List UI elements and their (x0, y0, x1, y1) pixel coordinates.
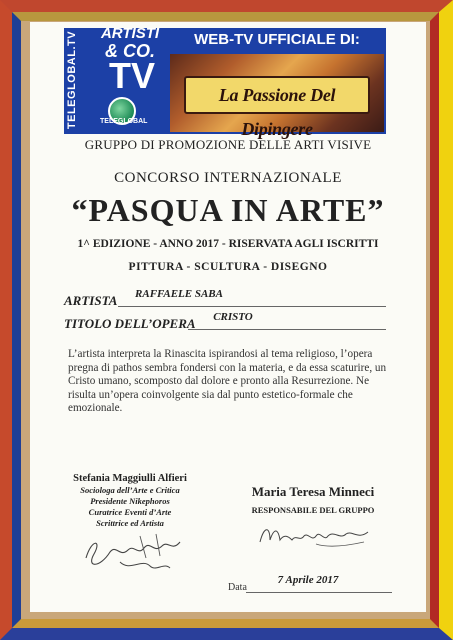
right-signatory-role: RESPONSABILE DEL GRUPPO (251, 505, 375, 515)
opera-label: TITOLO DELL’OPERA (64, 316, 196, 331)
left-role-3: Curatrice Eventi d’Arte (88, 507, 172, 517)
left-role-4: Scrittrice ed Artista (96, 518, 164, 528)
date-line (246, 592, 392, 593)
artwork-description: L’artista interpreta la Rinascita ispirandosi al tema religioso, l’opera pregna di pathos sembra fondersi con la materia, e da essa scaturire, un Cristo umano, scomposto dal dolore e pronto alla Resurrezione. Ne risulta un’opera coinvolgente sia dal punto estetico-formale che emozionale. (68, 348, 387, 415)
contest-title: “PASQUA IN ARTE” (71, 192, 385, 228)
webtv-banner: WEB-TV UFFICIALE DI: (168, 28, 386, 52)
concorso-heading: CONCORSO INTERNAZIONALE (114, 170, 342, 186)
gruppo-heading: GRUPPO DI PROMOZIONE DELLE ARTI VISIVE (84, 137, 372, 152)
logo-co-line: & CO. (104, 41, 155, 61)
left-signatory (56, 472, 204, 529)
left-role-2: Presidente Nikephoros (90, 496, 170, 506)
categories-line: PITTURA - SCULTURA - DISEGNO (128, 261, 328, 273)
opera-line (188, 329, 386, 330)
logo-tv-text: TV (108, 55, 155, 96)
logo-vertical-text: TELEGLOBAL.TV (66, 30, 78, 130)
right-handwritten-signature (256, 522, 376, 552)
globe-text: TELEGLOBAL (100, 118, 148, 125)
passione-label: La Passione Del Dipingere (218, 85, 336, 139)
passione-label-box (184, 76, 370, 139)
artista-value: RAFFAELE SABA (135, 288, 223, 300)
left-role-1: Sociologa dell’Arte e Critica (80, 485, 180, 495)
right-signatory-name: Maria Teresa Minneci (251, 484, 375, 499)
right-signatory (228, 484, 398, 517)
edition-line: 1^ EDIZIONE - ANNO 2017 - RISERVATA AGLI ISCRITTI (77, 238, 379, 250)
opera-value: CRISTO (213, 311, 253, 323)
logo-artisti-line: ARTISTI (100, 25, 160, 42)
artista-label: ARTISTA (64, 293, 118, 308)
passione-painting-banner (168, 52, 386, 139)
date-value: 7 Aprile 2017 (277, 574, 339, 586)
left-handwritten-signature (80, 528, 190, 574)
date-label: Data (228, 582, 247, 593)
artista-line (118, 306, 386, 307)
left-signatory-name: Stefania Maggiulli Alfieri (73, 473, 187, 484)
